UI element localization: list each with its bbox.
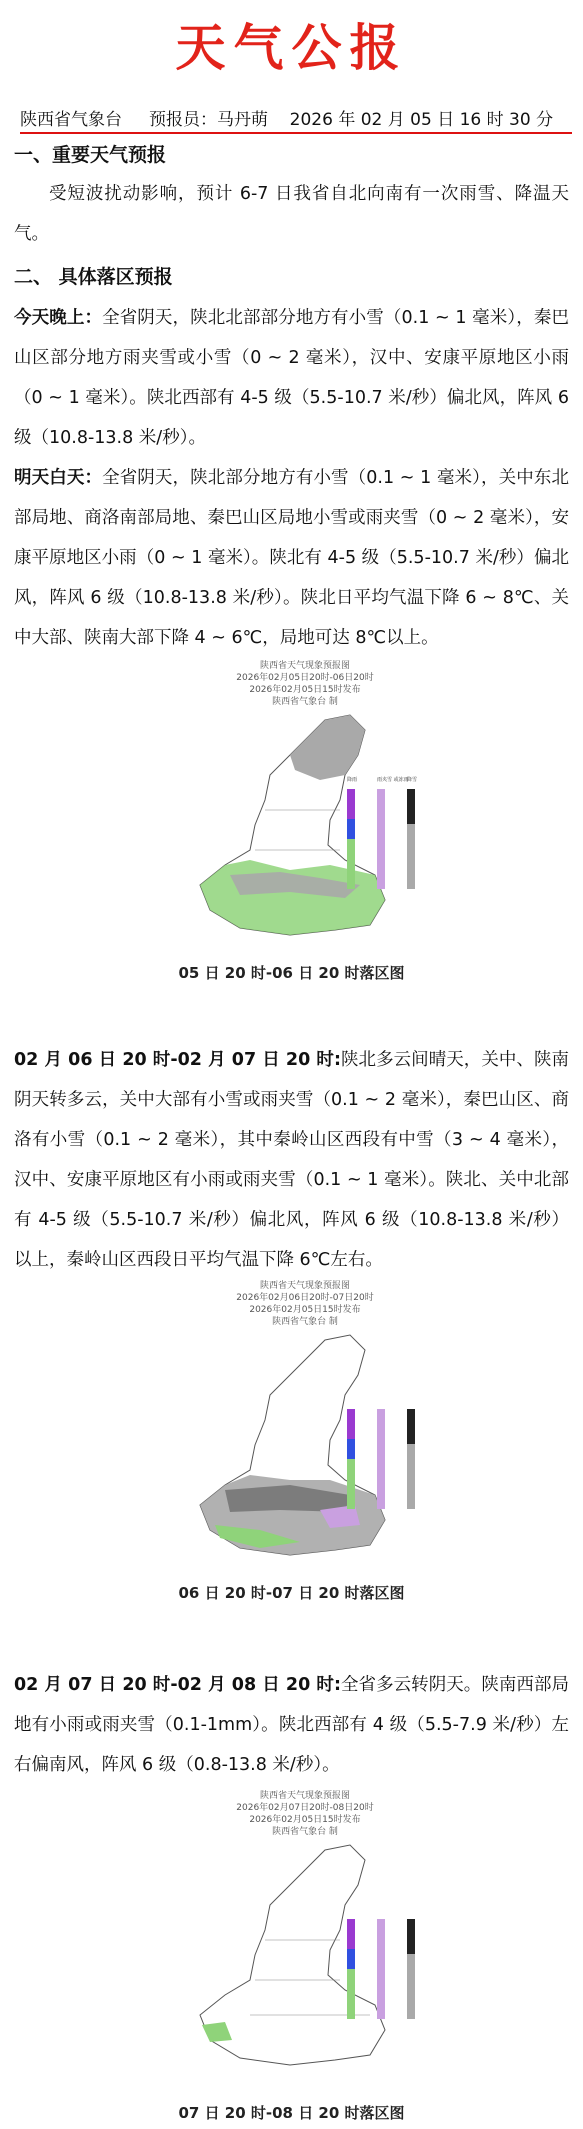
bulletin-title: 天气公报	[175, 19, 408, 77]
map-legend-2	[345, 1395, 435, 1515]
period2-text: 陕北多云间晴天，关中、陕南阴天转多云，关中大部有小雪或雨夹雪（0.1 ~ 2 毫米），秦巴山区、商洛有小雪（0.1 ~ 2 毫米），其中秦岭山区西段有中雪（3 ~ 4 毫米），汉中、安康平原地区有小雨或雨夹雪（0.1 ~ 1 毫米）。陕北、关中北部有 4-5 级（5.5-10.7 米/秒）偏北风，阵风 6 级（10.8-13.8 米/秒）以上，秦岭山区西段日平均气温下降 6℃左右。	[14, 1050, 570, 1270]
svg-text:降雨: 降雨	[347, 777, 358, 783]
issue-time: 2026 年 02 月 05 日 16 时 30 分	[289, 110, 554, 130]
map-legend-3	[345, 1905, 435, 2025]
tonight-paragraph	[14, 298, 569, 458]
period2-label: 02 月 06 日 20 时-02 月 07 日 20 时:	[14, 1050, 341, 1070]
period3-text: 全省多云转阴天。陕南西部局地有小雨或雨夹雪（0.1-1mm）。陕北西部有 4 级（5.5-7.9 米/秒）左右偏南风，阵风 6 级（0.8-13.8 米/秒）。	[14, 1675, 570, 1775]
period2-paragraph	[14, 1040, 569, 1280]
map-header: 陕西省天气现象预报图 2026年02月06日20时-07日20时 2026年02月05日15时发布 陕西省气象台 制	[236, 1281, 374, 1327]
period3-paragraph	[14, 1665, 569, 1785]
section1-body: 受短波扰动影响，预计 6-7 日我省自北向南有一次雨雪、降温天气。	[14, 184, 569, 244]
tomorrow-text: 全省阴天，陕北部分地方有小雪（0.1 ~ 1 毫米），关中东北部局地、商洛南部局地、秦巴山区局地小雪或雨夹雪（0 ~ 2 毫米），安康平原地区小雨（0 ~ 1 毫米）。陕北有 4-5 级（5.5-10.7 米/秒）偏北风，阵风 6 级（10.8-13.8 米/秒）。陕北日平均气温下降 6 ~ 8℃、关中大部、陕南大部下降 4 ~ 6℃，局地可达 8℃以上。	[14, 468, 569, 648]
svg-text:雨夹雪 或冻雨: 雨夹雪 或冻雨	[377, 777, 409, 783]
map-caption-3: 07 日 20 时-08 日 20 时落区图	[178, 2104, 405, 2122]
map-caption-2: 06 日 20 时-07 日 20 时落区图	[178, 1584, 405, 1602]
map-legend-1	[345, 775, 435, 895]
tomorrow-paragraph	[14, 458, 569, 658]
section2-heading: 二、 具体落区预报	[14, 266, 173, 288]
period3-label: 02 月 07 日 20 时-02 月 08 日 20 时:	[14, 1675, 341, 1695]
map-header: 陕西省天气现象预报图 2026年02月07日20时-08日20时 2026年02月05日15时发布 陕西省气象台 制	[236, 1791, 374, 1837]
tonight-label: 今天晚上：	[14, 308, 103, 328]
issuer: 陕西省气象台	[20, 110, 122, 130]
map-header: 陕西省天气现象预报图 2026年02月05日20时-06日20时 2026年02月05日15时发布 陕西省气象台 制	[236, 661, 374, 707]
section1-heading: 一、重要天气预报	[14, 144, 167, 166]
tonight-text: 全省阴天，陕北北部部分地方有小雪（0.1 ~ 1 毫米），秦巴山区部分地方雨夹雪或小雪（0 ~ 2 毫米），汉中、安康平原地区小雨（0 ~ 1 毫米）。陕北西部有 4-5 级（5.5-10.7 米/秒）偏北风，阵风 6 级（10.8-13.8 米/秒）。	[14, 308, 569, 448]
map-caption-1: 05 日 20 时-06 日 20 时落区图	[178, 964, 405, 982]
svg-text:降雪: 降雪	[407, 777, 418, 783]
tomorrow-label: 明天白天：	[14, 468, 103, 488]
issue-info	[20, 105, 572, 134]
forecaster: 预报员：马丹萌	[149, 110, 269, 130]
